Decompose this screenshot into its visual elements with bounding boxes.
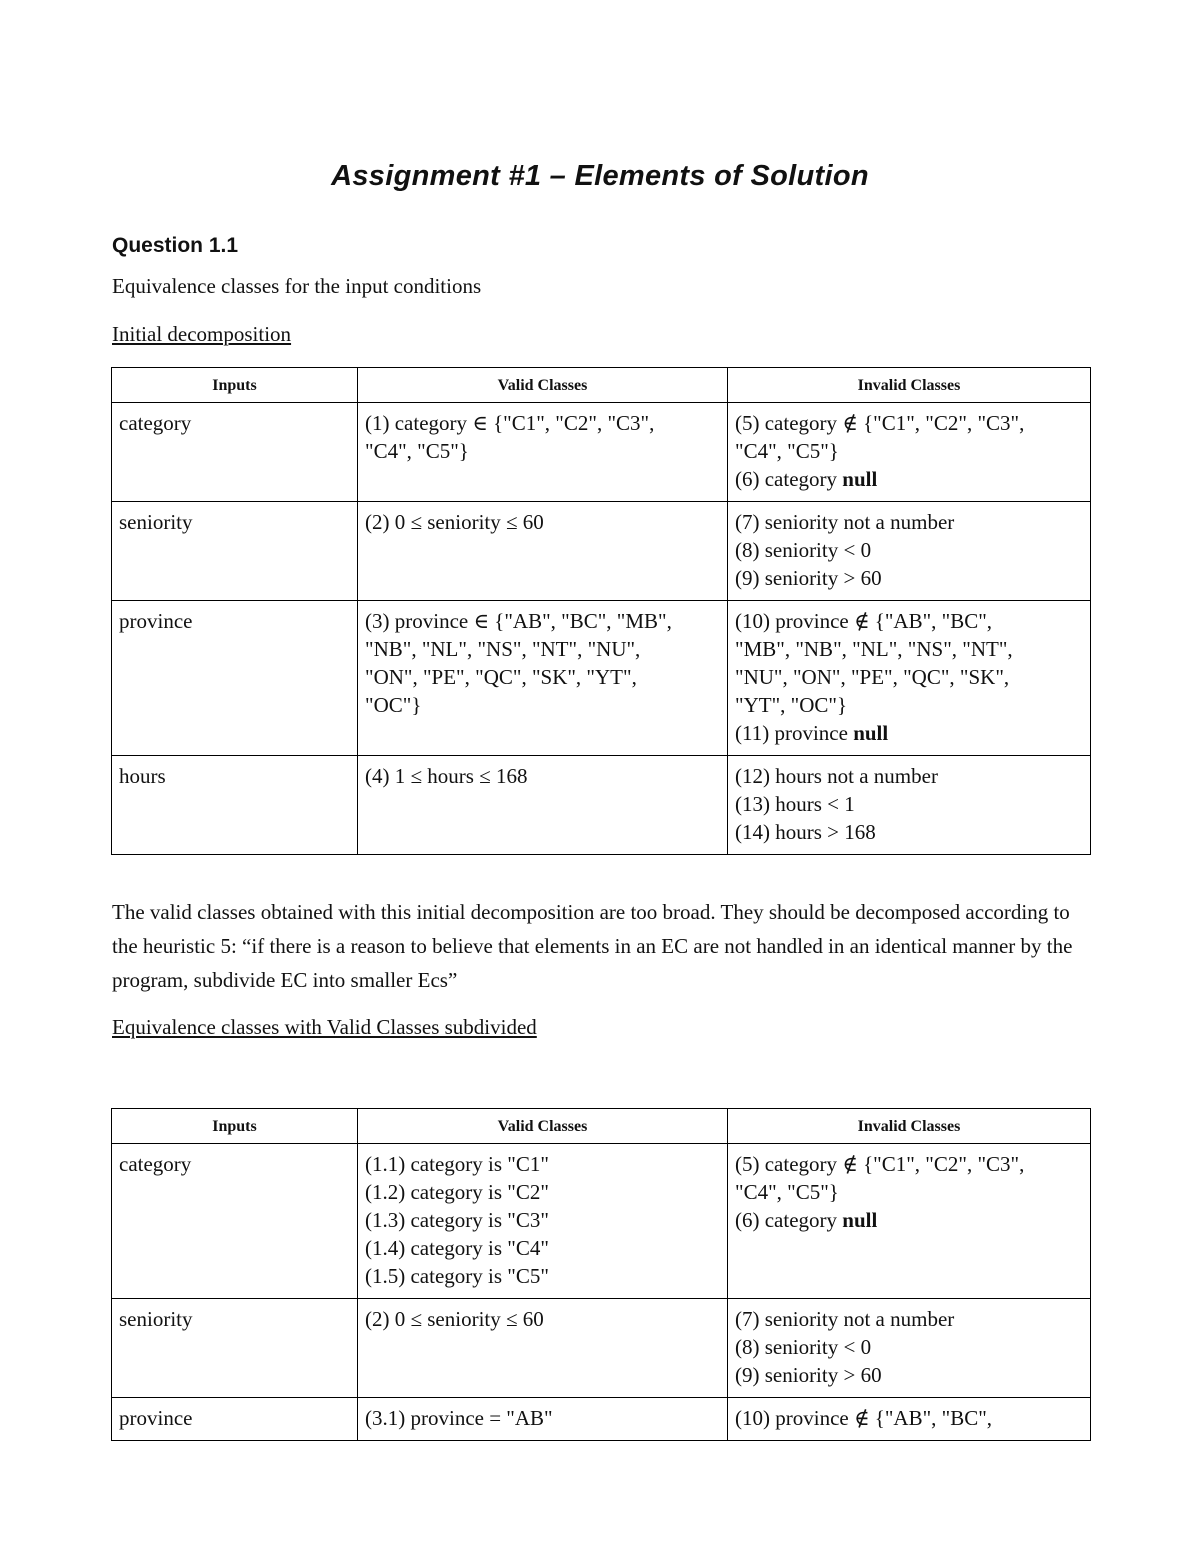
header-valid-classes: Valid Classes [358, 1109, 728, 1144]
table-row [112, 1144, 1091, 1299]
valid-line: (1.4) category is "C4" [365, 1236, 549, 1260]
header-inputs: Inputs [112, 1109, 358, 1144]
input-cell: seniority [112, 1299, 358, 1398]
valid-cell [358, 1299, 728, 1398]
header-invalid-classes: Invalid Classes [728, 368, 1091, 403]
table-row [112, 756, 1091, 855]
invalid-cell [728, 1398, 1091, 1441]
invalid-cell [728, 1144, 1091, 1299]
invalid-line: (8) seniority < 0 [735, 538, 872, 562]
invalid-line: "NU", "ON", "PE", "QC", "SK", [735, 665, 1010, 689]
valid-line: (2) 0 ≤ seniority ≤ 60 [365, 510, 544, 534]
invalid-cell [728, 1299, 1091, 1398]
input-cell: category [112, 1144, 358, 1299]
invalid-line: "C4", "C5"} [735, 1180, 839, 1204]
null-keyword: null [842, 1208, 878, 1232]
invalid-line: (5) category ∉ {"C1", "C2", "C3", [735, 1152, 1025, 1176]
table-row [112, 1398, 1091, 1441]
invalid-line-null [735, 1206, 1083, 1234]
explanation-paragraph: The valid classes obtained with this initial decomposition are too broad. They should be decomposed according to the heuristic 5: “if there is a reason to believe that elements in an EC are not handled in an identical manner by the program, subdivide EC into smaller Ecs” [112, 900, 1073, 992]
valid-line: (2) 0 ≤ seniority ≤ 60 [365, 1307, 544, 1331]
invalid-cell [728, 756, 1091, 855]
invalid-line: (12) hours not a number [735, 764, 938, 788]
invalid-line: "MB", "NB", "NL", "NS", "NT", [735, 637, 1013, 661]
invalid-text: (6) category [735, 1208, 843, 1232]
valid-line: (1.5) category is "C5" [365, 1264, 549, 1288]
null-keyword: null [842, 467, 878, 491]
header-invalid-classes: Invalid Classes [728, 1109, 1091, 1144]
table-row [112, 403, 1091, 502]
invalid-line: (5) category ∉ {"C1", "C2", "C3", [735, 411, 1025, 435]
invalid-line: (7) seniority not a number [735, 1307, 955, 1331]
table-row [112, 1299, 1091, 1398]
invalid-line: (14) hours > 168 [735, 820, 876, 844]
valid-cell [358, 1398, 728, 1441]
invalid-text: (11) province [735, 721, 854, 745]
table-row [112, 601, 1091, 756]
valid-cell [358, 502, 728, 601]
subdivided-classes-table [111, 1108, 1091, 1441]
initial-decomposition-table [111, 367, 1091, 855]
input-cell: seniority [112, 502, 358, 601]
invalid-line: (13) hours < 1 [735, 792, 855, 816]
invalid-line: (7) seniority not a number [735, 510, 955, 534]
invalid-line: (8) seniority < 0 [735, 1335, 872, 1359]
valid-line: (1.3) category is "C3" [365, 1208, 549, 1232]
input-cell: province [112, 1398, 358, 1441]
page-title: Assignment #1 – Elements of Solution [331, 160, 869, 192]
valid-line: (1) category ∈ {"C1", "C2", "C3", [365, 411, 655, 435]
valid-line: (1.1) category is "C1" [365, 1152, 549, 1176]
section-heading-initial: Initial decomposition [112, 322, 292, 346]
header-inputs: Inputs [112, 368, 358, 403]
invalid-line: "YT", "OC"} [735, 693, 848, 717]
invalid-line: (9) seniority > 60 [735, 1363, 882, 1387]
valid-line: (1.2) category is "C2" [365, 1180, 549, 1204]
valid-cell [358, 1144, 728, 1299]
valid-line: (3) province ∈ {"AB", "BC", "MB", [365, 609, 672, 633]
invalid-cell [728, 502, 1091, 601]
invalid-line-null [735, 719, 1083, 747]
table-header-row [112, 1109, 1091, 1144]
input-cell: category [112, 403, 358, 502]
valid-line: "ON", "PE", "QC", "SK", "YT", [365, 665, 637, 689]
section-heading-subdivided: Equivalence classes with Valid Classes subdivided [112, 1015, 537, 1039]
valid-line: (4) 1 ≤ hours ≤ 168 [365, 764, 528, 788]
question-heading: Question 1.1 [112, 234, 239, 257]
input-cell: province [112, 601, 358, 756]
invalid-line-null [735, 465, 1083, 493]
valid-cell [358, 756, 728, 855]
invalid-line: (9) seniority > 60 [735, 566, 882, 590]
valid-line: (3.1) province = "AB" [365, 1406, 553, 1430]
null-keyword: null [853, 721, 889, 745]
valid-cell [358, 601, 728, 756]
input-cell: hours [112, 756, 358, 855]
intro-text: Equivalence classes for the input conditions [112, 274, 482, 298]
invalid-cell [728, 403, 1091, 502]
table-header-row [112, 368, 1091, 403]
invalid-line: (10) province ∉ {"AB", "BC", [735, 609, 993, 633]
valid-line: "NB", "NL", "NS", "NT", "NU", [365, 637, 641, 661]
invalid-text: (6) category [735, 467, 843, 491]
invalid-line: "C4", "C5"} [735, 439, 839, 463]
invalid-cell [728, 601, 1091, 756]
table-row [112, 502, 1091, 601]
valid-line: "OC"} [365, 693, 422, 717]
valid-cell [358, 403, 728, 502]
header-valid-classes: Valid Classes [358, 368, 728, 403]
invalid-line: (10) province ∉ {"AB", "BC", [735, 1406, 993, 1430]
valid-line: "C4", "C5"} [365, 439, 469, 463]
